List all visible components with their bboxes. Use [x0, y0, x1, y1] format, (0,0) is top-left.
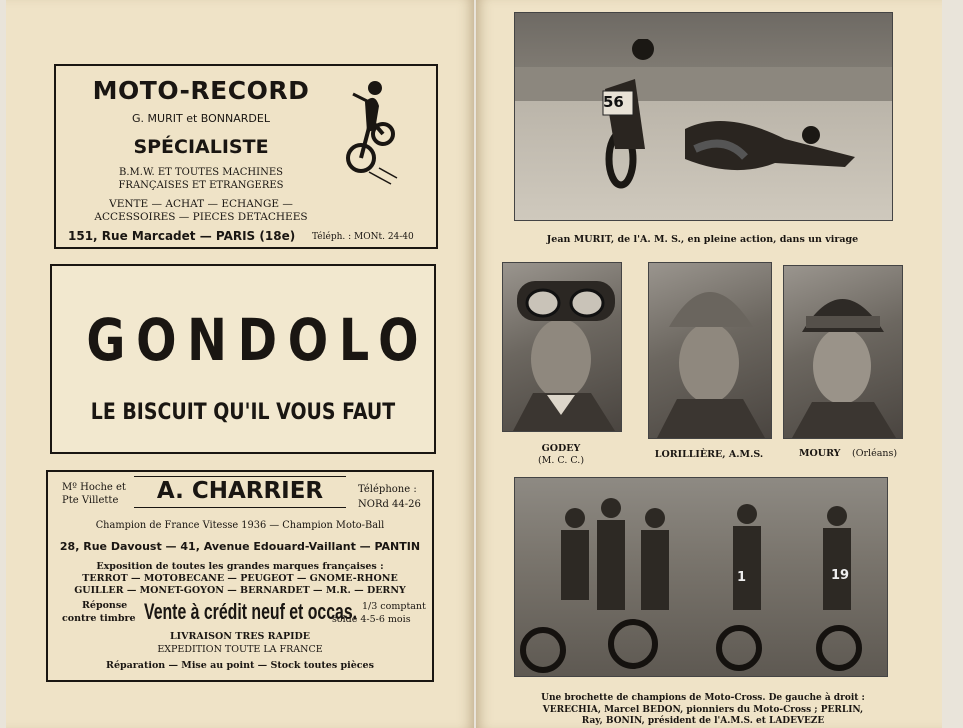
moto-record-phone: Téléph. : MONt. 24-40: [312, 232, 414, 242]
moto-record-brands-2: FRANÇAISES ET ETRANGERES: [118, 180, 284, 191]
sidecar-caption: Jean MURIT, de l'A. M. S., en pleine action, dans un virage: [546, 234, 859, 245]
moto-record-ad: [54, 64, 438, 249]
gondolo-slogan: LE BISCUIT QU'IL VOUS FAUT: [90, 400, 396, 425]
group-caption-3: Ray, BONIN, président de l'A.M.S. et LADEVEZE: [581, 716, 825, 726]
portrait-godey-photo: [502, 262, 622, 432]
portrait-moury-name: MOURY: [799, 448, 841, 459]
charrier-credit-terms-1: 1/3 comptant: [362, 601, 426, 612]
charrier-reply-1: Réponse: [82, 600, 128, 611]
sidecar-rider-icon: [575, 39, 875, 199]
right-page: [476, 0, 942, 728]
moto-record-brands-1: B.M.W. ET TOUTES MACHINES: [119, 167, 283, 178]
group-bike-number-19: 19: [831, 568, 850, 583]
charrier-services: Réparation — Mise au point — Stock toutes pièces: [106, 660, 374, 671]
sidecar-action-photo: [514, 12, 893, 221]
charrier-credit-slogan: Vente à crédit neuf et occas.: [144, 599, 358, 624]
charrier-location-2: Pte Villette: [62, 495, 119, 506]
moto-record-specialty: SPÉCIALISTE: [133, 136, 269, 158]
charrier-titles: Champion de France Vitesse 1936 — Champion Moto-Ball: [95, 520, 385, 531]
sidecar-number: 56: [603, 93, 624, 111]
charrier-brands-3: GUILLER — MONET-GOYON — BERNARDET — M.R. — DERNY: [74, 585, 406, 596]
charrier-phone-number: NORd 44-26: [358, 499, 421, 510]
portrait-lorilliere-name: LORILLIÈRE, A.M.S.: [654, 449, 764, 460]
charrier-brands-2: TERROT — MOTOBECANE — PEUGEOT — GNOME-RHONE: [82, 573, 398, 584]
left-page: [6, 0, 474, 728]
charrier-reply-2: contre timbre: [62, 613, 136, 624]
motorcycle-rider-icon: [339, 72, 407, 190]
moto-record-address: 151, Rue Marcadet — PARIS (18e): [68, 229, 296, 243]
helmeted-rider-icon: [649, 263, 771, 438]
charrier-address: 28, Rue Davoust — 41, Avenue Edouard-Vaillant — PANTIN: [59, 540, 421, 553]
charrier-shipping: EXPEDITION TOUTE LA FRANCE: [157, 644, 323, 655]
portrait-godey-name: GODEY: [541, 443, 581, 454]
charrier-ad: [46, 470, 434, 682]
portrait-lorilliere-photo: [648, 262, 772, 439]
charrier-delivery: LIVRAISON TRES RAPIDE: [169, 631, 311, 642]
group-bike-number-1: 1: [737, 570, 747, 585]
portrait-godey-club: (M. C. C.): [537, 455, 585, 466]
moto-record-title: MOTO-RECORD: [92, 76, 310, 105]
moto-record-services-2: ACCESSOIRES — PIECES DETACHEES: [94, 211, 308, 223]
group-caption-1: Une brochette de champions de Moto-Cross. De gauche à droit :: [541, 693, 865, 703]
charrier-location-1: Mº Hoche et: [62, 482, 126, 493]
charrier-credit-terms-2: solde 4-5-6 mois: [332, 614, 411, 625]
portrait-moury-photo: [783, 265, 903, 439]
charrier-phone-label: Téléphone :: [358, 484, 417, 495]
gondolo-brand: GONDOLO: [86, 306, 430, 374]
charrier-name: A. CHARRIER: [156, 478, 324, 504]
gondolo-ad: [50, 264, 436, 454]
helmeted-rider-icon: [503, 263, 621, 431]
portrait-moury-club: (Orléans): [852, 448, 898, 459]
group-caption-2: VERECHIA, Marcel BEDON, pionniers du Moto-Cross ; PERLIN,: [542, 705, 864, 715]
helmeted-rider-icon: [784, 266, 902, 438]
moto-record-services-1: VENTE — ACHAT — ECHANGE —: [109, 198, 293, 210]
group-champions-photo: [514, 477, 888, 677]
moto-record-owners: G. MURIT et BONNARDEL: [132, 112, 270, 125]
charrier-brands-intro: Exposition de toutes les grandes marques françaises :: [96, 561, 384, 572]
